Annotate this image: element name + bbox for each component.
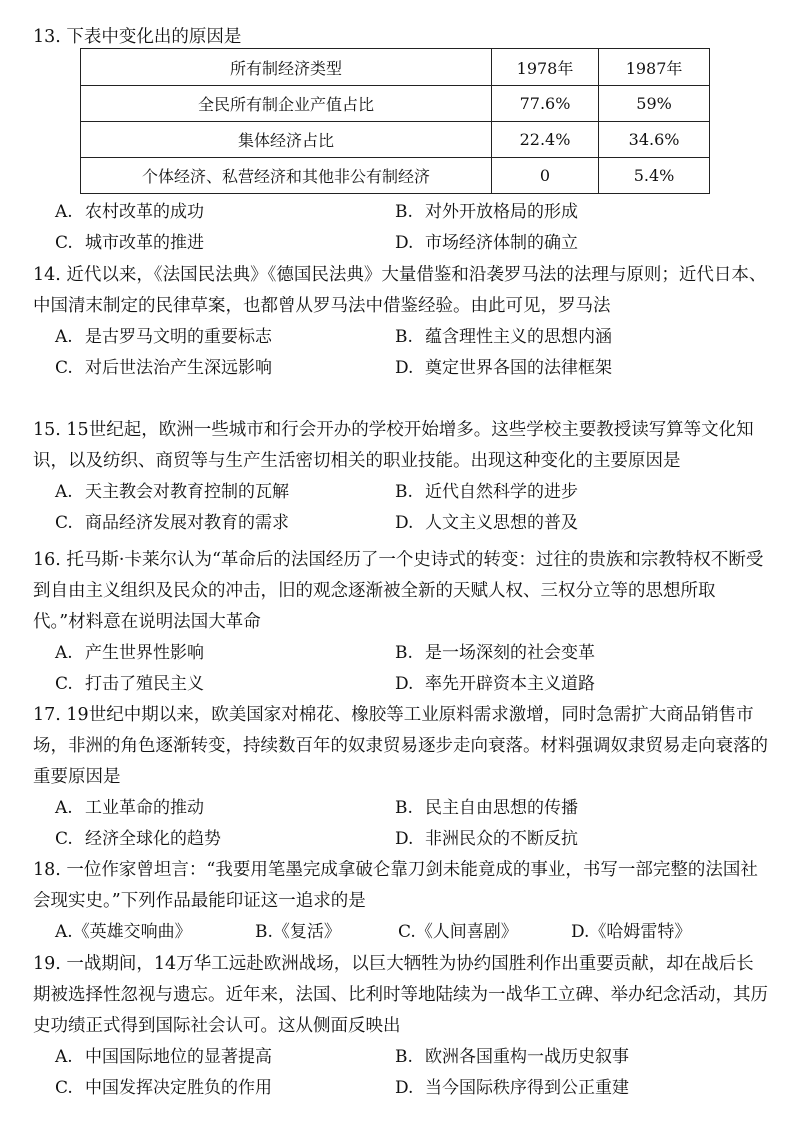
question-17-stem: [33, 700, 768, 793]
options-row: [33, 477, 768, 508]
option-d[interactable]: D. 当今国际秩序得到公正重建: [395, 1078, 629, 1098]
table-row: [81, 86, 710, 122]
options-row: [33, 353, 768, 384]
option-d[interactable]: D. 率先开辟资本主义道路: [395, 674, 595, 694]
option-a[interactable]: A. 农村改革的成功: [55, 202, 204, 222]
option-b[interactable]: B. 近代自然科学的进步: [395, 482, 578, 502]
option-b[interactable]: B. 对外开放格局的形成: [395, 202, 578, 222]
options-row: [33, 638, 768, 669]
options-row: [33, 917, 768, 948]
question-number: 19.: [33, 954, 61, 974]
question-19: [33, 949, 768, 1104]
option-a[interactable]: A. 工业革命的推动: [55, 798, 204, 818]
table-cell: 个体经济、私营经济和其他非公有制经济: [81, 158, 492, 194]
option-b[interactable]: B.《复活》: [255, 922, 341, 942]
options-row: [33, 322, 768, 353]
table-cell: 77.6%: [491, 86, 598, 122]
options-row: [33, 1073, 768, 1104]
table-row: [81, 158, 710, 194]
option-d[interactable]: D. 人文主义思想的普及: [395, 513, 578, 533]
options-row: [33, 669, 768, 700]
option-a[interactable]: A.《英雄交响曲》: [55, 922, 192, 942]
option-d[interactable]: D.《哈姆雷特》: [571, 922, 692, 942]
question-18: [33, 855, 768, 948]
table-cell: 5.4%: [599, 158, 710, 194]
table-header: 1978年: [491, 49, 598, 86]
question-18-stem: [33, 855, 768, 917]
question-16-stem: [33, 545, 768, 638]
question-number: 18.: [33, 860, 61, 880]
table-cell: 全民所有制企业产值占比: [81, 86, 492, 122]
option-d[interactable]: D. 奠定世界各国的法律框架: [395, 358, 612, 378]
option-d[interactable]: D. 市场经济体制的确立: [395, 233, 578, 253]
table-cell: 59%: [599, 86, 710, 122]
option-c[interactable]: C. 商品经济发展对教育的需求: [55, 513, 289, 533]
table-cell: 34.6%: [599, 122, 710, 158]
option-a[interactable]: A. 天主教会对教育控制的瓦解: [55, 482, 289, 502]
question-number: 17.: [33, 705, 61, 725]
option-a[interactable]: A. 是古罗马文明的重要标志: [55, 327, 272, 347]
option-c[interactable]: C. 城市改革的推进: [55, 233, 204, 253]
ownership-table: [80, 48, 710, 194]
question-text: 一战期间，14万华工远赴欧洲战场，以巨大牺牲为协约国胜利作出重要贡献，却在战后长期被选择性忽视与遗忘。近年来，法国、比利时等地陆续为一战华工立碑、举办纪念活动，其历史功绩正式得到国际社会认可。这从侧面反映出: [33, 954, 768, 1036]
question-number: 13.: [33, 27, 61, 47]
options-row: [33, 793, 768, 824]
question-text: 托马斯·卡莱尔认为“革命后的法国经历了一个史诗式的转变：过往的贵族和宗教特权不断受到自由主义组织及民众的冲击，旧的观念逐渐被全新的天赋人权、三权分立等的思想所取代。”材料意在说明法国大革命: [33, 550, 764, 632]
table-cell: 22.4%: [491, 122, 598, 158]
option-d[interactable]: D. 非洲民众的不断反抗: [395, 829, 578, 849]
question-17: [33, 700, 768, 855]
table-header-row: [81, 49, 710, 86]
question-text: 一位作家曾坦言：“我要用笔墨完成拿破仑靠刀剑未能竟成的事业，书写一部完整的法国社会现实史。”下列作品最能印证这一追求的是: [33, 860, 758, 911]
table-row: [81, 122, 710, 158]
option-a[interactable]: A. 产生世界性影响: [55, 643, 204, 663]
option-c[interactable]: C. 中国发挥决定胜负的作用: [55, 1078, 272, 1098]
option-b[interactable]: B. 是一场深刻的社会变革: [395, 643, 595, 663]
option-c[interactable]: C.《人间喜剧》: [398, 922, 518, 942]
question-text: 下表中变化出的原因是: [66, 27, 242, 47]
options-row: [33, 508, 768, 539]
option-c[interactable]: C. 经济全球化的趋势: [55, 829, 221, 849]
question-14-stem: [33, 260, 768, 322]
option-c[interactable]: C. 对后世法治产生深远影响: [55, 358, 272, 378]
question-13-options: [33, 197, 768, 259]
option-c[interactable]: C. 打击了殖民主义: [55, 674, 204, 694]
table-cell: 0: [491, 158, 598, 194]
option-b[interactable]: B. 民主自由思想的传播: [395, 798, 578, 818]
table-header: 1987年: [599, 49, 710, 86]
options-row: [33, 1042, 768, 1073]
option-a[interactable]: A. 中国国际地位的显著提高: [55, 1047, 272, 1067]
question-14: [33, 260, 768, 384]
options-row: [33, 228, 768, 259]
question-16: [33, 545, 768, 700]
table-cell: 集体经济占比: [81, 122, 492, 158]
question-number: 16.: [33, 550, 61, 570]
question-text: 近代以来，《法国民法典》《德国民法典》大量借鉴和沿袭罗马法的法理与原则；近代日本、中国清末制定的民律草案，也都曾从罗马法中借鉴经验。由此可见，罗马法: [33, 265, 767, 316]
question-number: 14.: [33, 265, 61, 285]
question-15-stem: [33, 415, 768, 477]
question-text: 15世纪起，欧洲一些城市和行会开办的学校开始增多。这些学校主要教授读写算等文化知识，以及纺织、商贸等与生产生活密切相关的职业技能。出现这种变化的主要原因是: [33, 420, 754, 471]
options-row: [33, 197, 768, 228]
options-row: [33, 824, 768, 855]
option-b[interactable]: B. 欧洲各国重构一战历史叙事: [395, 1047, 629, 1067]
question-15: [33, 415, 768, 539]
question-text: 19世纪中期以来，欧美国家对棉花、橡胶等工业原料需求激增，同时急需扩大商品销售市场，非洲的角色逐渐转变，持续数百年的奴隶贸易逐步走向衰落。材料强调奴隶贸易走向衰落的重要原因是: [33, 705, 768, 787]
question-number: 15.: [33, 420, 61, 440]
option-b[interactable]: B. 蕴含理性主义的思想内涵: [395, 327, 612, 347]
table-header: 所有制经济类型: [81, 49, 492, 86]
question-19-stem: [33, 949, 768, 1042]
